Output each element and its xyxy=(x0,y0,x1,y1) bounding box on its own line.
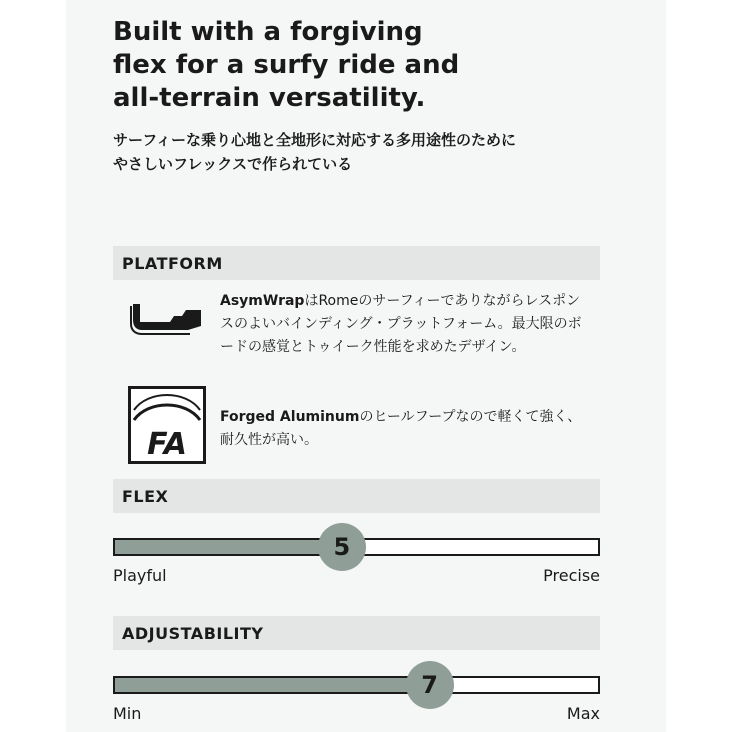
asymwrap-description xyxy=(220,290,590,359)
adjustability-section-title: ADJUSTABILITY xyxy=(122,624,264,643)
subheadline xyxy=(113,128,593,176)
asymwrap-text: はRomeのサーフィーでありながらレスポンスのよいバインディング・プラットフォーム。最大限のボードの感覚とトゥイーク性能を求めたデザイン。 xyxy=(220,293,582,355)
flex-min-label: Playful xyxy=(113,566,167,585)
asymwrap-baseplate-icon xyxy=(130,298,204,342)
flex-max-label: Precise xyxy=(543,566,600,585)
forged-aluminum-description xyxy=(220,406,590,452)
forged-aluminum-text: のヒールフープなので軽くて強く、耐久性が高い。 xyxy=(220,409,582,448)
asymwrap-name: AsymWrap xyxy=(220,293,305,309)
adjustability-max-label: Max xyxy=(566,704,600,723)
subheadline-line: やさしいフレックスで作られている xyxy=(113,155,353,173)
subheadline-line: サーフィーな乗り心地と全地形に対応する多用途性のために xyxy=(113,131,517,149)
platform-section-title: PLATFORM xyxy=(122,254,223,273)
flex-slider-knob: 5 xyxy=(318,523,366,571)
headline-line: Built with a forgiving xyxy=(113,17,423,47)
headline-line: flex for a surfy ride and xyxy=(113,50,460,80)
headline-line: all-terrain versatility. xyxy=(113,83,426,113)
flex-section-header xyxy=(113,479,600,513)
adjustability-slider-track xyxy=(113,676,600,694)
headline xyxy=(113,16,533,115)
platform-section-header xyxy=(113,246,600,280)
adjustability-slider-knob: 7 xyxy=(406,661,454,709)
forged-aluminum-name: Forged Aluminum xyxy=(220,409,360,425)
forged-aluminum-fa-icon xyxy=(128,386,206,468)
adjustability-min-label: Min xyxy=(113,704,142,723)
flex-slider-fill xyxy=(115,540,342,554)
adjustability-slider-fill xyxy=(115,678,429,692)
adjustability-section-header xyxy=(113,616,600,650)
flex-section-title: FLEX xyxy=(122,487,169,506)
fa-icon-text: FA xyxy=(147,427,187,462)
